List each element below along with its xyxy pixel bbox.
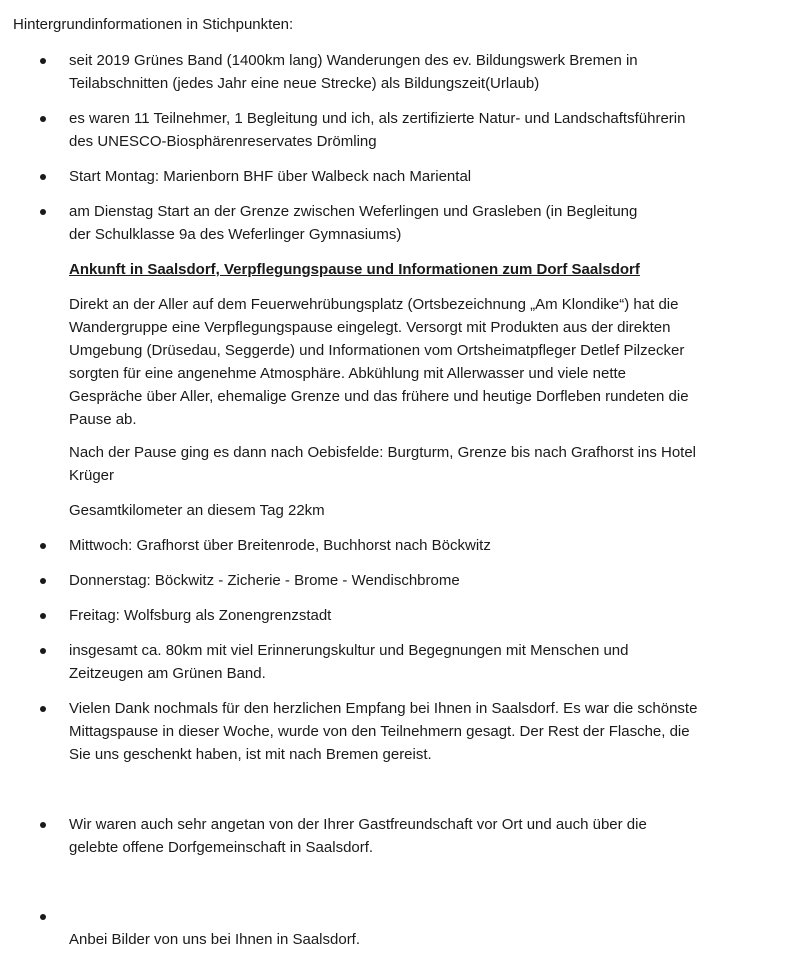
bullet-dot [40, 209, 46, 215]
paragraph [69, 499, 729, 522]
text-line: der Schulklasse 9a des Weferlinger Gymnasiums) [69, 226, 402, 243]
text-line: insgesamt ca. 80km mit viel Erinnerungskultur und Begegnungen mit Menschen und [69, 642, 629, 659]
bullet-dot [40, 578, 46, 584]
list-item [69, 107, 729, 153]
list-item [69, 569, 729, 592]
text-line: Wandergruppe eine Verpflegungspause eingelegt. Versorgt mit Produkten aus der direkten [69, 319, 671, 336]
bullet-dot [40, 822, 46, 828]
text-line: Donnerstag: Böckwitz - Zicherie - Brome - Wendischbrome [69, 572, 460, 589]
bullet-dot [40, 648, 46, 654]
paragraph [69, 293, 729, 431]
text-line: Krüger [69, 467, 115, 484]
text-line: Zeitzeugen am Grünen Band. [69, 665, 266, 682]
list-item [69, 697, 729, 766]
text-line: Pause ab. [69, 411, 137, 428]
list-item [69, 813, 729, 859]
text-line: des UNESCO-Biosphärenreservates Drömling [69, 133, 377, 150]
list-item [69, 639, 729, 685]
text-line: Umgebung (Drüsedau, Seggerde) und Informationen vom Ortsheimatpfleger Detlef Pilzecker [69, 342, 685, 359]
text-line: Gesamtkilometer an diesem Tag 22km [69, 502, 325, 519]
bullet-dot [40, 914, 46, 920]
text-line: Nach der Pause ging es dann nach Oebisfelde: Burgturm, Grenze bis nach Grafhorst ins Hotel [69, 444, 697, 461]
text-line: Anbei Bilder von uns bei Ihnen in Saalsdorf. [69, 931, 361, 948]
bullet-dot [40, 174, 46, 180]
paragraph [69, 928, 729, 951]
list-item [69, 49, 729, 95]
text-line: Mittwoch: Grafhorst über Breitenrode, Buchhorst nach Böckwitz [69, 537, 491, 554]
text-line: am Dienstag Start an der Grenze zwischen Weferlingen und Grasleben (in Begleitung [69, 203, 638, 220]
list-item [69, 165, 729, 188]
text-line: Direkt an der Aller auf dem Feuerwehrübungsplatz (Ortsbezeichnung „Am Klondike“) hat die [69, 296, 679, 313]
bullet-dot [40, 58, 46, 64]
section-subheading [69, 258, 729, 281]
bullet-dot [40, 613, 46, 619]
text-line: Teilabschnitten (jedes Jahr eine neue Strecke) als Bildungszeit(Urlaub) [69, 75, 540, 92]
bullet-dot [40, 543, 46, 549]
subheading-text: Ankunft in Saalsdorf, Verpflegungspause und Informationen zum Dorf Saalsdorf [69, 261, 640, 278]
text-line: Wir waren auch sehr angetan von der Ihrer Gastfreundschaft vor Ort und auch über die [69, 816, 647, 833]
bullet-dot [40, 116, 46, 122]
document-heading: Hintergrundinformationen in Stichpunkten: [13, 16, 294, 33]
list-item [69, 200, 729, 246]
text-line: Start Montag: Marienborn BHF über Walbeck nach Mariental [69, 168, 472, 185]
text-line: seit 2019 Grünes Band (1400km lang) Wanderungen des ev. Bildungswerk Bremen in [69, 52, 638, 69]
text-line: Sie uns geschenkt haben, ist mit nach Bremen gereist. [69, 746, 432, 763]
text-line: Gespräche über Aller, ehemalige Grenze und das frühere und heutige Dorfleben rundeten die [69, 388, 689, 405]
list-item [69, 534, 729, 557]
list-item [69, 604, 729, 627]
text-line: Freitag: Wolfsburg als Zonengrenzstadt [69, 607, 332, 624]
text-line: gelebte offene Dorfgemeinschaft in Saalsdorf. [69, 839, 374, 856]
bullet-dot [40, 706, 46, 712]
text-line: sorgten für eine angenehme Atmosphäre. Abkühlung mit Allerwasser und viele nette [69, 365, 627, 382]
text-line: Mittagspause in dieser Woche, wurde von den Teilnehmern gesagt. Der Rest der Flasche, die [69, 723, 690, 740]
text-line: Vielen Dank nochmals für den herzlichen Empfang bei Ihnen in Saalsdorf. Es war die schönste [69, 700, 698, 717]
paragraph [69, 441, 729, 487]
text-line: es waren 11 Teilnehmer, 1 Begleitung und ich, als zertifizierte Natur- und Landschaftsführerin [69, 110, 686, 127]
